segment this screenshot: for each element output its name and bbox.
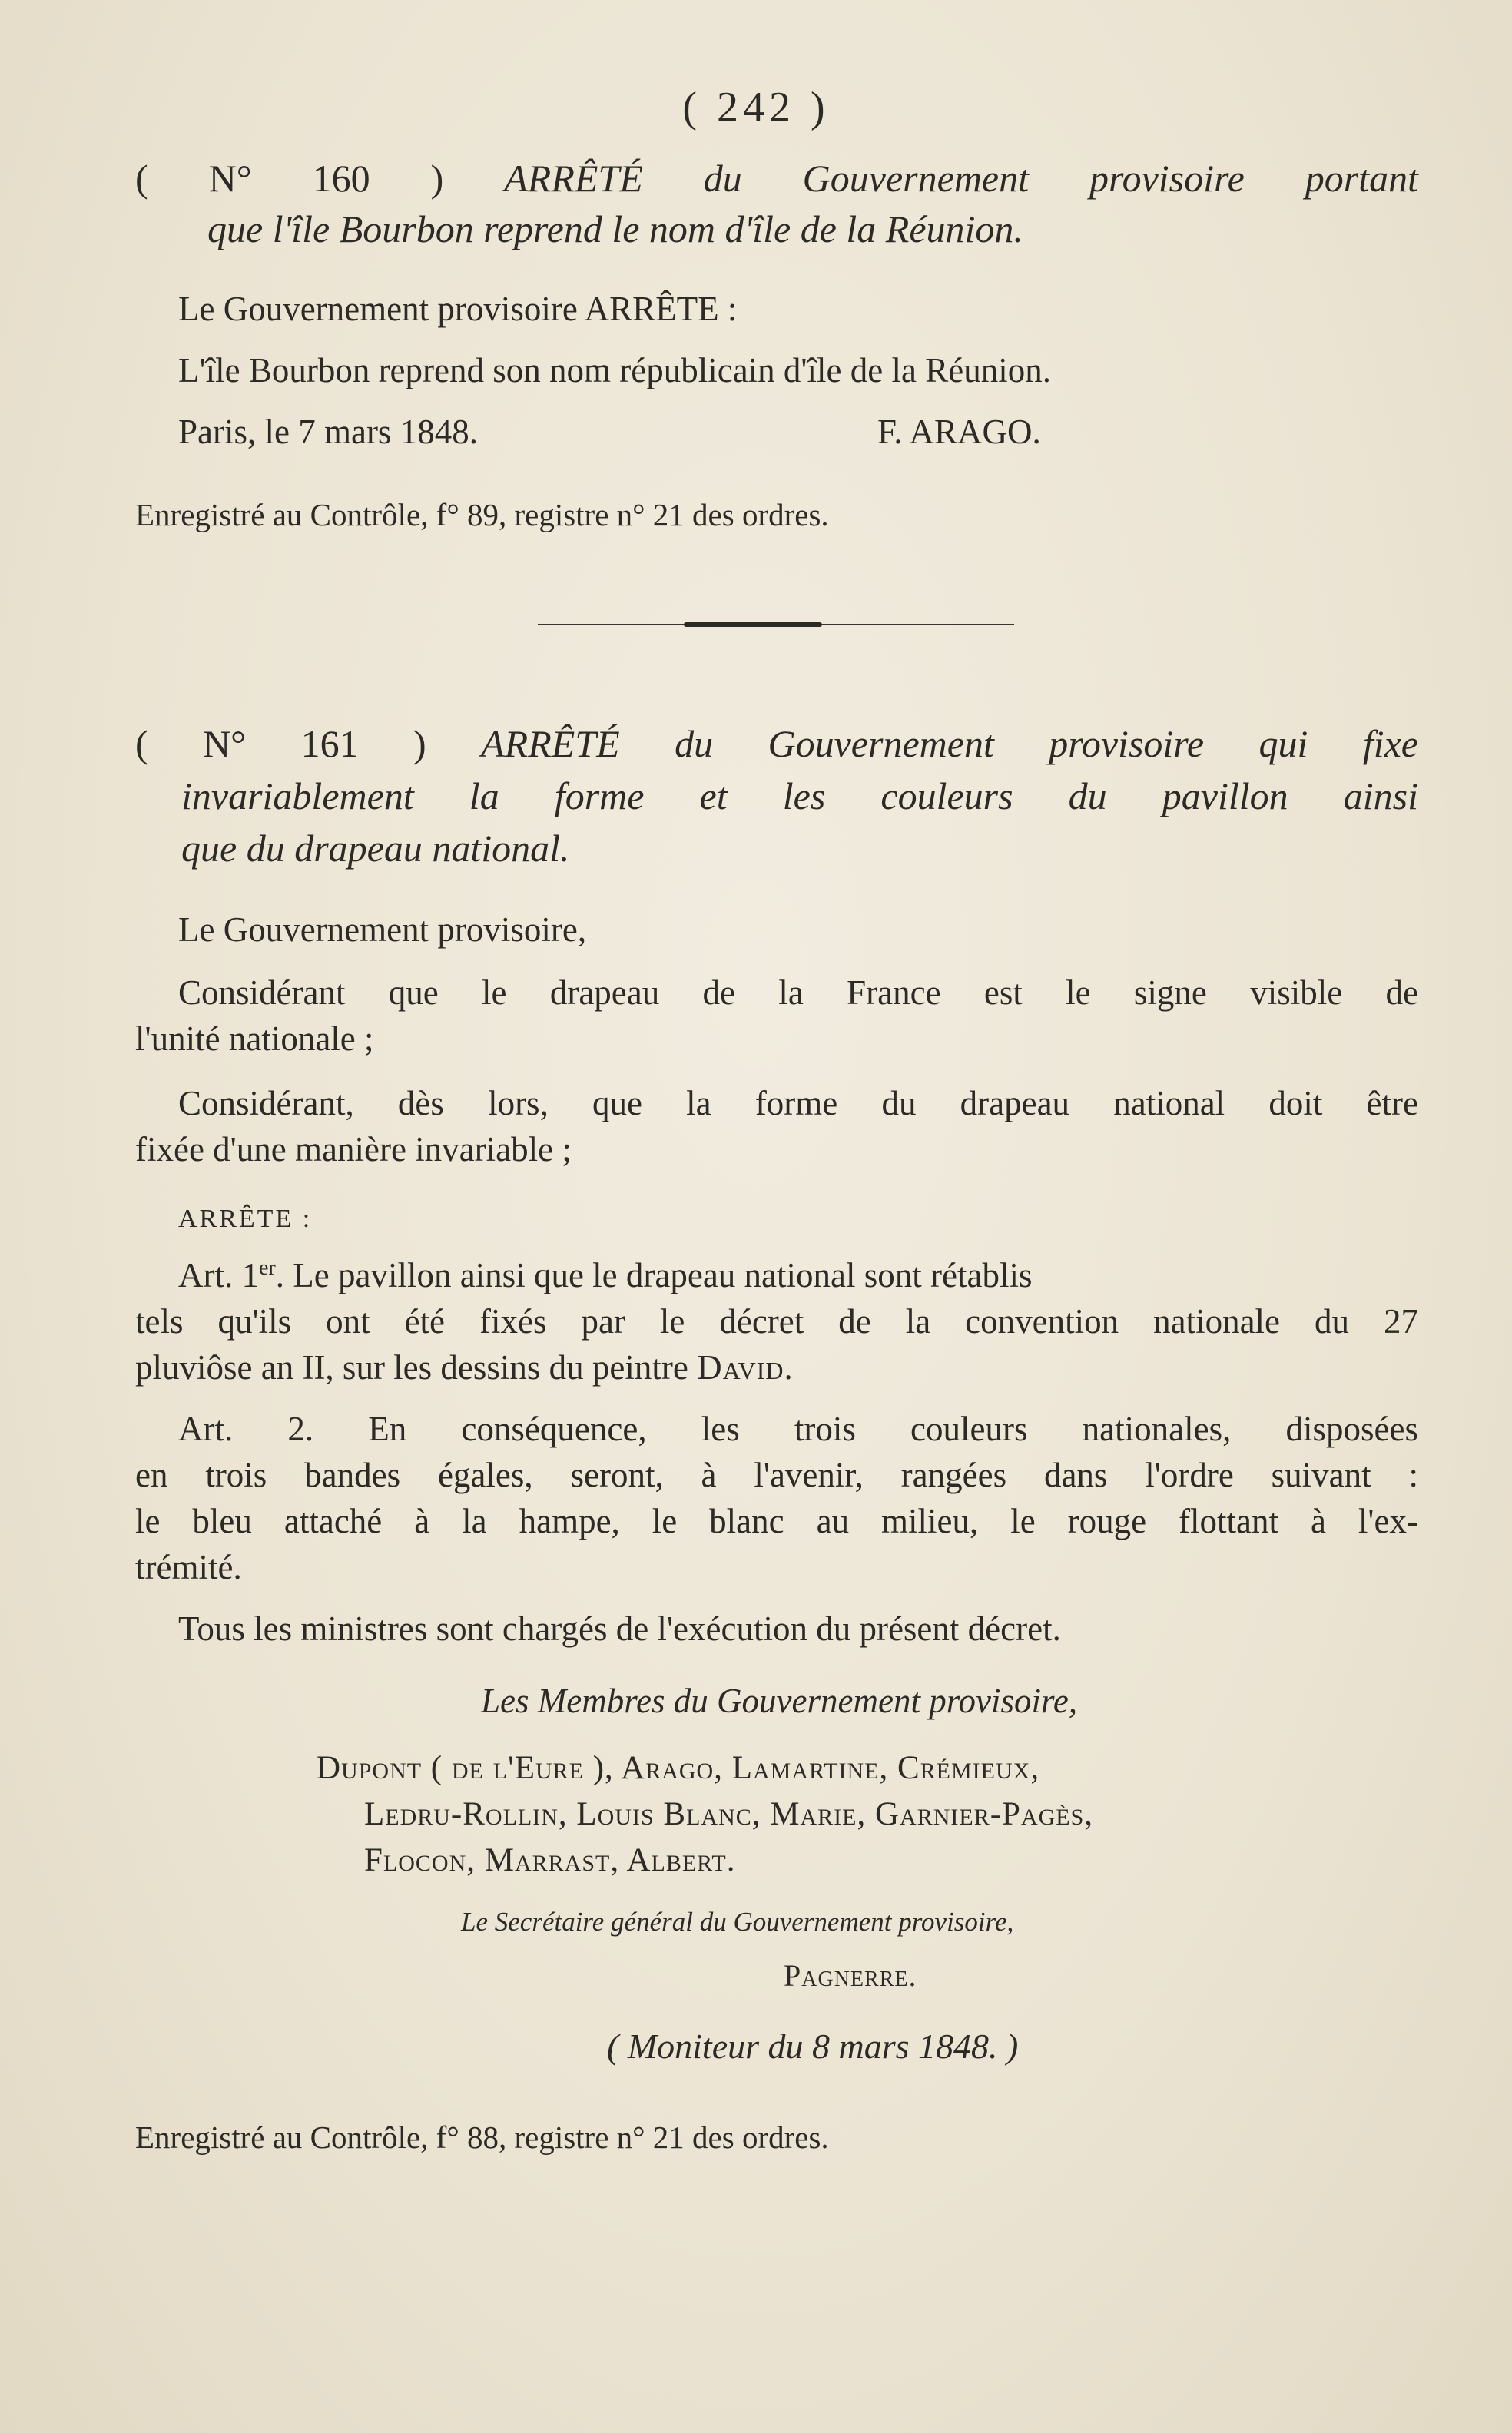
decree-160-date: Paris, le 7 mars 1848. [178, 413, 478, 451]
decree-161-considerant-1-line-1: Considérant que le drapeau de la France est le signe visible de [178, 973, 1418, 1012]
decree-161-article-2-line-3: le bleu attaché à la hampe, le blanc au milieu, le rouge flottant à l'ex- [135, 1502, 1418, 1540]
article-1-text-start: . Le pavillon ainsi que le drapeau national sont rétablis [275, 1256, 1033, 1294]
article-1-label: Art. 1 [178, 1256, 259, 1294]
decree-161-title-line-1 [135, 719, 1418, 768]
page-number: ( 242 ) [682, 84, 830, 131]
decree-161-article-1-line-1 [178, 1252, 1418, 1298]
decree-160-text: L'île Bourbon reprend son nom républicain d'île de la Réunion. [178, 351, 1051, 389]
decree-161-title-line-3: que du drapeau national. [181, 827, 570, 870]
decree-160-title: ARRÊTÉ du Gouvernement provisoire portant [504, 157, 1419, 200]
decree-161-arrete-label: ARRÊTE : [178, 1205, 313, 1233]
decree-161-article-2-line-2: en trois bandes égales, seront, à l'avenir, rangées dans l'ordre suivant : [135, 1456, 1418, 1494]
decree-161-title-line-2: invariablement la forme et les couleurs du pavillon ainsi [181, 774, 1418, 817]
decree-160-title-line-2: que l'île Bourbon reprend le nom d'île de la Réunion. [207, 207, 1023, 250]
decree-161-article-2-line-1: Art. 2. En conséquence, les trois couleurs nationales, disposées [178, 1410, 1418, 1448]
decree-161-considerant-2-line-2: fixée d'une manière invariable ; [135, 1130, 572, 1168]
decree-161-article-2-line-4: trémité. [135, 1548, 242, 1586]
section-divider-ornament [684, 622, 822, 627]
decree-160-registration: Enregistré au Contrôle, f° 89, registre n° 21 des ordres. [135, 497, 829, 532]
members-line-1: Dupont ( de l'Eure ), Arago, Lamartine, Crémieux, [317, 1750, 1040, 1786]
decree-161-considerant-1-line-2: l'unité nationale ; [135, 1019, 374, 1058]
decree-161-registration: Enregistré au Contrôle, f° 88, registre n° 21 des ordres. [135, 2120, 829, 2155]
decree-161-considerant-2-line-1: Considérant, dès lors, que la forme du drapeau national doit être [178, 1084, 1418, 1122]
decree-160-number: ( N° 160 ) [135, 157, 444, 200]
decree-161-title: ARRÊTÉ du Gouvernement provisoire qui fixe [481, 722, 1419, 765]
decree-161-intro: Le Gouvernement provisoire, [178, 910, 587, 949]
decree-160-title-line-1 [135, 154, 1418, 203]
decree-161-article-1-line-3: pluviôse an II, sur les dessins du peintre David. [135, 1348, 794, 1387]
secretary-heading: Le Secrétaire général du Gouvernement provisoire, [461, 1907, 1014, 1937]
decree-161-ministers: Tous les ministres sont chargés de l'exécution du présent décret. [178, 1609, 1061, 1648]
members-heading: Les Membres du Gouvernement provisoire, [481, 1682, 1078, 1720]
decree-160-signature: F. ARAGO. [877, 413, 1041, 451]
members-line-2: Ledru-Rollin, Louis Blanc, Marie, Garnier-Pagès, [364, 1796, 1094, 1832]
source-citation: ( Moniteur du 8 mars 1848. ) [607, 2027, 1019, 2066]
decree-160-arrete-line: Le Gouvernement provisoire ARRÊTE : [178, 290, 738, 328]
article-1-superscript: er [259, 1256, 276, 1280]
decree-161-article-1-line-2: tels qu'ils ont été fixés par le décret de la convention nationale du 27 [135, 1302, 1418, 1341]
secretary-name: Pagnerre. [784, 1958, 917, 1993]
members-line-3: Flocon, Marrast, Albert. [364, 1842, 736, 1878]
painter-name: David. [697, 1348, 794, 1387]
decree-161-number: ( N° 161 ) [135, 722, 426, 765]
